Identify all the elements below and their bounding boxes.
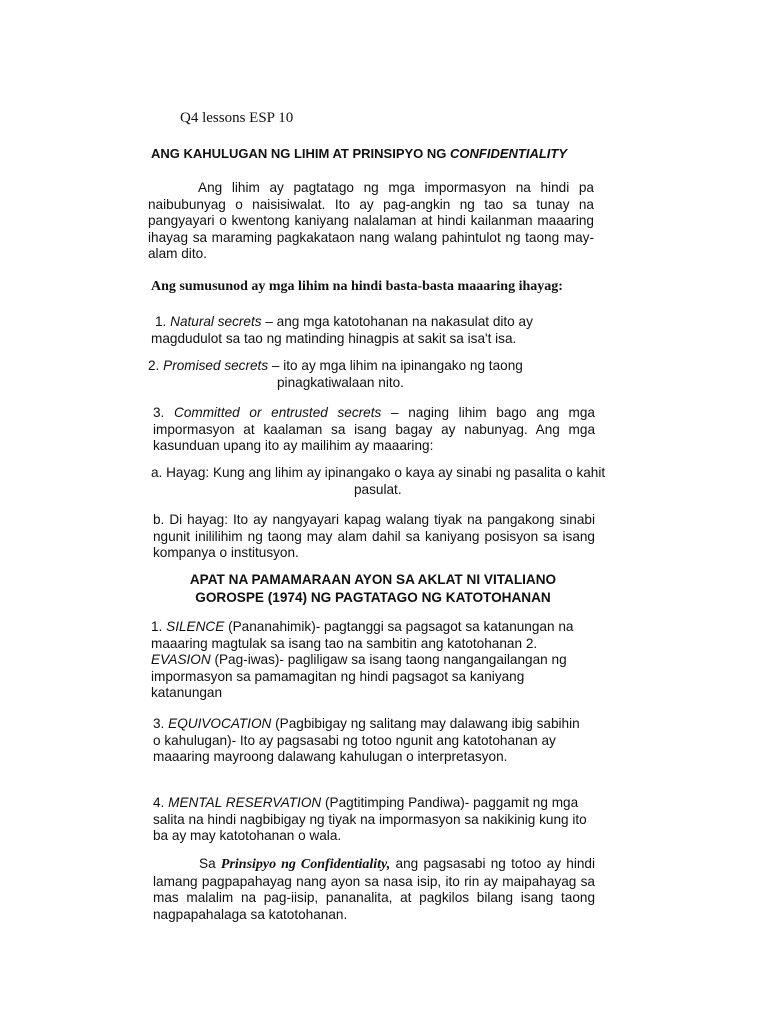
intro-paragraph: Ang lihim ay pagtatago ng mga impormasyon na hindi pa naibubunyag o naisisiwalat. Ito ay pag-angkin ng tao sa tunay na pangyayari o kwentong kaniyang nalalaman at hindi kailanman maaaring ihayag sa maraming pagkakataon nang walang pahintulot ng taong may-alam dito. bbox=[148, 180, 594, 261]
document-title bbox=[151, 146, 567, 163]
closing-term: Prinsipyo ng Confidentiality, bbox=[220, 857, 391, 872]
item-number: 3. bbox=[153, 405, 175, 420]
item-number: 2. bbox=[148, 358, 164, 373]
item-text: (Pagtitimping Pandiwa)- paggamit ng mga salita na hindi nagbibigay ng tiyak na impormasyon sa nakikinig kung ito ba ay may katotohanan o wala. bbox=[153, 795, 587, 843]
item-text: (Pag-iwas)- pagliligaw sa isang taong nangangailangan ng impormasyon sa pamamagitan ng hindi pagsagot sa kaniyang katanungan bbox=[151, 652, 567, 700]
method-silence-evasion bbox=[151, 619, 591, 702]
closing-paragraph bbox=[153, 856, 595, 923]
list-item-promised-secrets bbox=[148, 358, 523, 375]
item-term: Natural secrets bbox=[170, 314, 262, 329]
method-term-evasion: EVASION bbox=[151, 652, 211, 667]
item-text: – naging lihim bago ang mga impormasyon at kaalaman sa isang bagay ay nabunyag. Ang mga kasunduan upang ito ay mailihim ay maaaring: bbox=[153, 405, 595, 453]
list-item-continuation: pinagkatiwalaan nito. bbox=[277, 375, 404, 390]
method-term-mental-reservation: MENTAL RESERVATION bbox=[168, 795, 322, 810]
item-number: 1. bbox=[155, 314, 171, 329]
sub-item-continuation: pasulat. bbox=[354, 482, 402, 497]
item-number: 3. bbox=[153, 716, 169, 731]
item-term: Committed or entrusted secrets bbox=[174, 405, 382, 420]
list-item-committed-secrets bbox=[153, 405, 595, 455]
method-term-equivocation: EQUIVOCATION bbox=[168, 716, 272, 731]
list-item-natural-secrets bbox=[151, 314, 595, 347]
sub-item-di-hayag: b. Di hayag: Ito ay nangyayari kapag walang tiyak na pangakong sinabi ngunit inililihim ng taong may alam dahil sa kaniyang posisyon sa isang kompanya o institusyon. bbox=[153, 512, 595, 560]
method-mental-reservation bbox=[153, 795, 595, 845]
item-number: 1. bbox=[151, 619, 167, 634]
item-text: – ang mga katotohanan na nakasulat dito ay magdudulot sa tao ng matinding hinagpis at sakit sa isa't isa. bbox=[151, 314, 533, 346]
item-term: Promised secrets bbox=[163, 358, 269, 373]
item-text: (Pagbibigay ng salitang may dalawang ibig sabihin o kahulugan)- Ito ay pagsasabi ng totoo ngunit ang katotohanan ay maaaring mayroong dalawang kahulugan o interpretasyon. bbox=[153, 716, 580, 764]
item-text: (Pananahimik)- pagtanggi sa pagsagot sa katanungan na maaaring magtulak sa isang tao na sambitin ang katotohanan 2. bbox=[151, 619, 574, 651]
item-text: – ito ay mga lihim na ipinangako ng taong bbox=[268, 358, 523, 373]
title-main: ANG KAHULUGAN NG LIHIM AT PRINSIPYO NG bbox=[151, 146, 450, 161]
secrets-heading: Ang sumusunod ay mga lihim na hindi basta-basta maaaring ihayag: bbox=[151, 279, 563, 294]
closing-lead: Sa bbox=[199, 856, 221, 871]
item-number: 4. bbox=[153, 795, 169, 810]
methods-heading-line-2: GOROSPE (1974) NG PAGTATAGO NG KATOTOHANAN bbox=[195, 590, 551, 605]
methods-heading-line-1: APAT NA PAMAMARAAN AYON SA AKLAT NI VITALIANO bbox=[189, 572, 557, 587]
method-term-silence: SILENCE bbox=[166, 619, 225, 634]
sub-item-hayag: a. Hayag: Kung ang lihim ay ipinangako o kaya ay sinabi ng pasalita o kahit bbox=[151, 465, 606, 480]
title-italic: CONFIDENTIALITY bbox=[450, 146, 567, 161]
document-header: Q4 lessons ESP 10 bbox=[180, 110, 294, 126]
closing-text: ang pagsasabi ng totoo ay hindi lamang pagpapahayag nang ayon sa nasa isip, ito rin ay maipahayag sa mas malalim na pag-iisip, pananalita, at pagkilos bilang isang taong nagpapahalaga sa katotohanan. bbox=[153, 856, 595, 922]
method-equivocation bbox=[153, 716, 591, 766]
